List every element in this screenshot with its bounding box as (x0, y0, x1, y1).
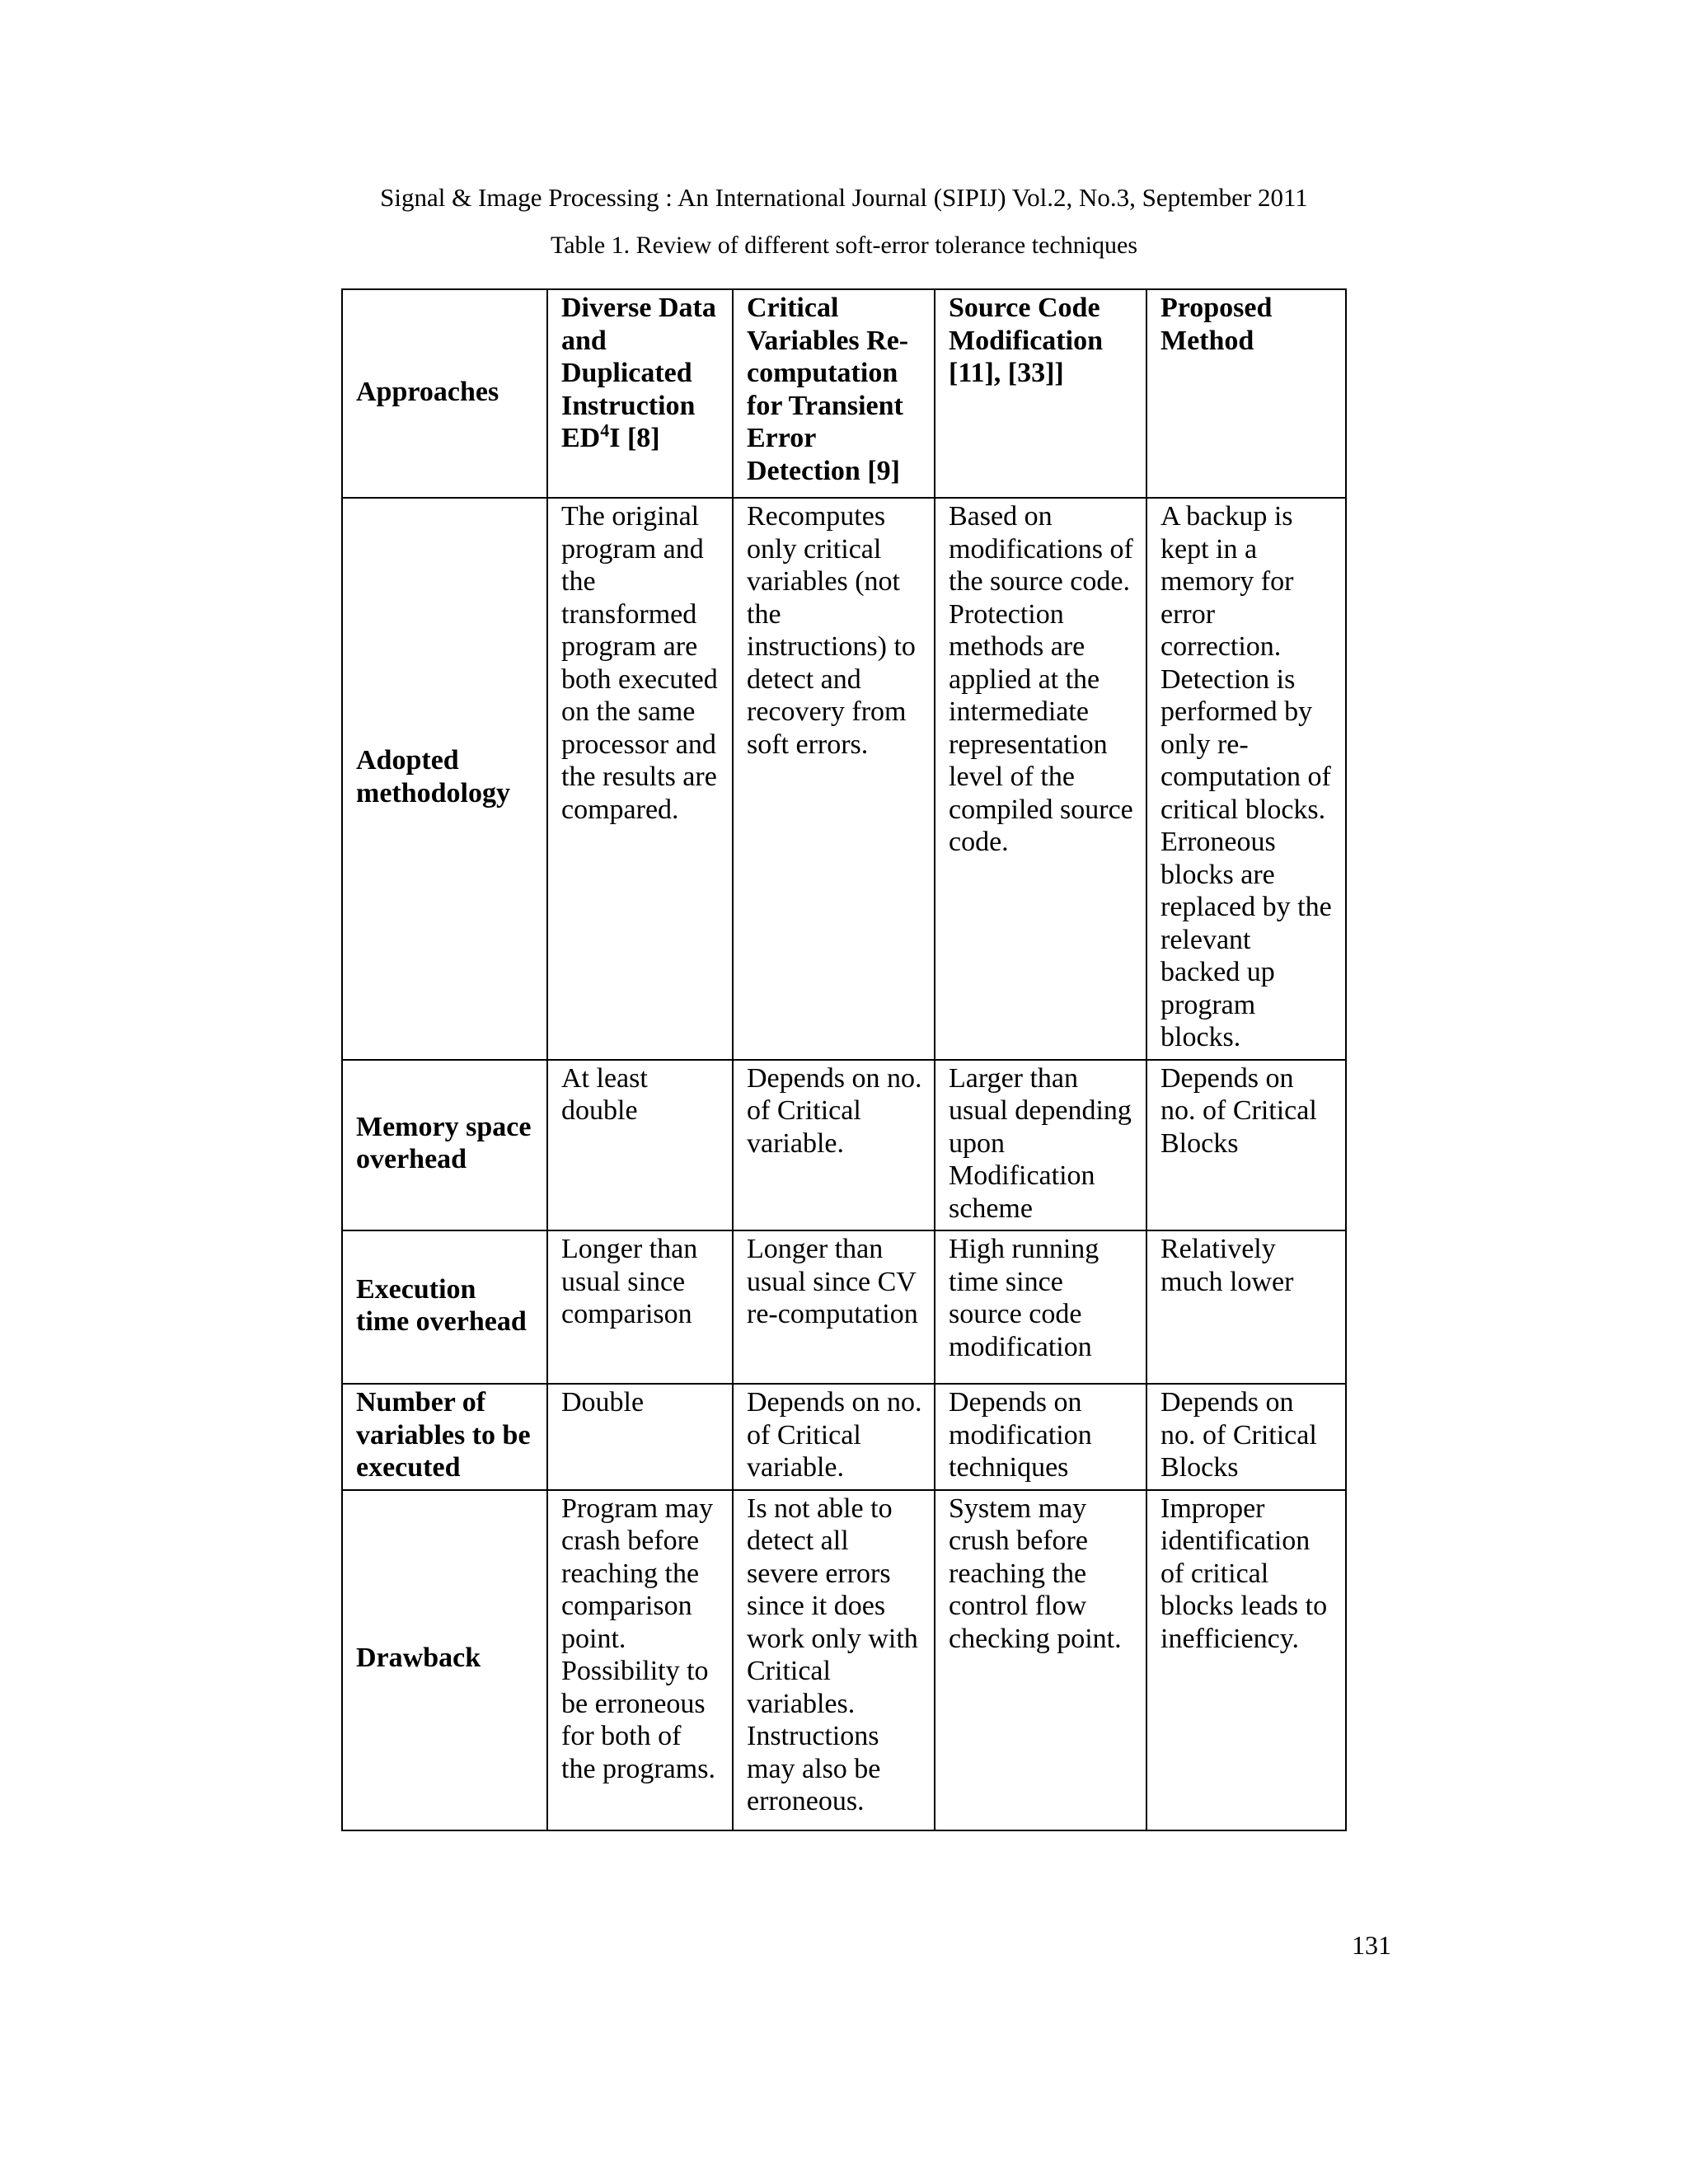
running-header: Signal & Image Processing : An International Journal (SIPIJ) Vol.2, No.3, September 2011 (380, 183, 1308, 212)
table-cell: Is not able to detect all severe errors since it does work only with Critical variables. Instructions may also be erroneous. (733, 1490, 935, 1830)
table-cell: Larger than usual depending upon Modification scheme (935, 1060, 1146, 1231)
column-header-proposed-method: Proposed Method (1146, 289, 1346, 498)
table-row-memory-space-overhead (342, 1060, 1346, 1231)
table-cell: Improper identification of critical blocks leads to inefficiency. (1146, 1490, 1346, 1830)
table-cell: Depends on modification techniques (935, 1384, 1146, 1490)
row-label: Adopted methodology (342, 498, 547, 1060)
column-header-ed4i: Diverse Data and Duplicated Instruction ED$^4$I [8] (547, 289, 733, 498)
table-cell: Depends on no. of Critical Blocks (1146, 1060, 1346, 1231)
table-cell: Depends on no. of Critical variable. (733, 1060, 935, 1231)
row-label: Memory space overhead (342, 1060, 547, 1231)
corner-cell-approaches: Approaches (342, 289, 547, 498)
table-cell: Relatively much lower (1146, 1230, 1346, 1384)
superscript-4: 4 (600, 419, 610, 441)
table-cell: System may crush before reaching the control flow checking point. (935, 1490, 1146, 1830)
table-caption: Table 1. Review of different soft-error tolerance techniques (550, 232, 1138, 259)
table-cell: Based on modifications of the source code. Protection methods are applied at the intermediate representation level of the compiled source code. (935, 498, 1146, 1060)
table-row-number-of-variables (342, 1384, 1346, 1490)
table-cell: At least double (547, 1060, 733, 1231)
column-header-source-code-modification: Source Code Modification [11], [33]] (935, 289, 1146, 498)
table-cell: Longer than usual since CV re-computation (733, 1230, 935, 1384)
table-cell: Double (547, 1384, 733, 1490)
row-label: Execution time overhead (342, 1230, 547, 1384)
table-row-drawback (342, 1490, 1346, 1830)
review-table (341, 288, 1347, 1831)
table-header-row (342, 289, 1346, 498)
page-number: 131 (1352, 1930, 1391, 1960)
table-cell: Longer than usual since comparison (547, 1230, 733, 1384)
table-cell: Depends on no. of Critical Blocks (1146, 1384, 1346, 1490)
table-cell: Recomputes only critical variables (not the instructions) to detect and recovery from soft errors. (733, 498, 935, 1060)
row-label: Drawback (342, 1490, 547, 1830)
row-label: Number of variables to be executed (342, 1384, 547, 1490)
table-row-adopted-methodology (342, 498, 1346, 1060)
table-cell: Depends on no. of Critical variable. (733, 1384, 935, 1490)
column-header-critical-variables: Critical Variables Re-computation for Transient Error Detection [9] (733, 289, 935, 498)
table-row-execution-time-overhead (342, 1230, 1346, 1384)
table-cell: Program may crash before reaching the comparison point. Possibility to be erroneous for both of the programs. (547, 1490, 733, 1830)
table-cell: High running time since source code modification (935, 1230, 1146, 1384)
table-cell: The original program and the transformed program are both executed on the same processor and the results are compared. (547, 498, 733, 1060)
table-cell: A backup is kept in a memory for error correction. Detection is performed by only re-computation of critical blocks. Erroneous blocks are replaced by the relevant backed up program blocks. (1146, 498, 1346, 1060)
